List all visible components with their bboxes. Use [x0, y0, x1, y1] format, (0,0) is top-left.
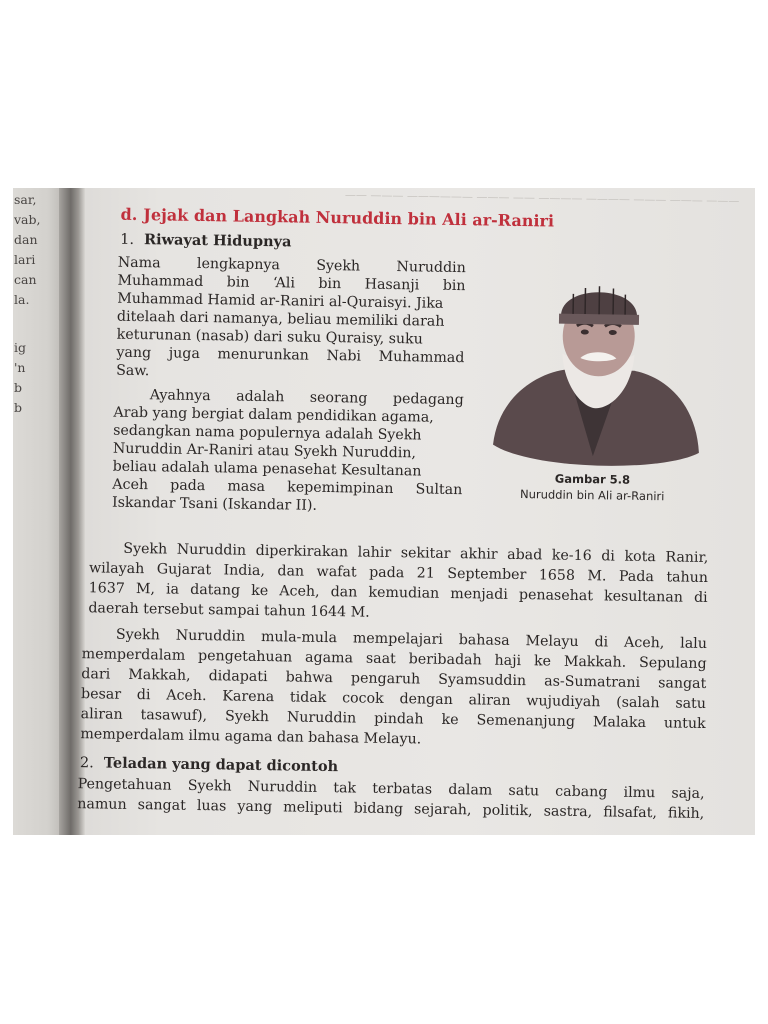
paragraph-line: Muhammad bin ‘Ali bin Hasanji bin: [117, 272, 466, 295]
cap-band: [559, 314, 639, 325]
paragraph-line: Nama lengkapnya Syekh Nuruddin: [117, 254, 466, 277]
paragraph-line: Arab yang bergiat dalam pendidikan agama,: [113, 404, 434, 426]
book-page: [65, 188, 755, 835]
paragraph-line: aliran tasawuf), Syekh Nuruddin pindah ke Semenanjung Malaka untuk: [80, 706, 706, 732]
paragraph-line: Aceh pada masa kepemimpinan Sultan: [112, 476, 463, 499]
paragraph-line: beliau adalah ulama penasehat Kesultanan: [112, 458, 422, 480]
paragraph-line: Syekh Nuruddin mula-mula mempelajari bahasa Melayu di Aceh, lalu: [115, 626, 708, 652]
prev-page-fragment: vab,: [14, 212, 41, 227]
paragraph-line: memperdalam pengetahuan agama saat beribadah haji ke Makkah. Sepulang: [81, 646, 707, 672]
subheading-2: [80, 754, 338, 776]
paragraph-line: yang juga menurunkan Nabi Muhammad: [116, 344, 465, 367]
paragraph-line: Nuruddin Ar-Raniri atau Syekh Nuruddin,: [112, 440, 417, 462]
book-photo: [13, 188, 755, 835]
paragraph-line: Ayahnya adalah seorang pedagang: [149, 387, 464, 409]
paragraph-line: Syekh Nuruddin diperkirakan lahir sekitar akhir abad ke-16 di kota Ranir,: [123, 540, 709, 566]
subheading-number: 1.: [120, 231, 135, 248]
paragraph-line: 1637 M, ia datang ke Aceh, dan kemudian menjadi penasehat kesultanan di: [88, 580, 708, 606]
figure-caption: Nuruddin bin Ali ar-Raniri: [519, 487, 665, 504]
previous-page-edge: [13, 188, 63, 835]
section-letter: d.: [120, 204, 138, 224]
subheading-number: 2.: [79, 755, 94, 772]
paragraph-line: Iskandar Tsani (Iskandar II).: [111, 494, 318, 514]
prev-page-fragment: sar,: [14, 192, 37, 207]
paragraph-line: keturunan (nasab) dari suku Quraisy, suku: [116, 326, 423, 348]
portrait-figure: [483, 264, 706, 467]
prev-page-fragment: can: [14, 272, 37, 287]
figure-label: Gambar 5.8: [554, 471, 631, 487]
subheading-title: Teladan yang dapat dicontoh: [103, 754, 339, 776]
paragraph-line: namun sangat luas yang meliputi bidang sejarah, politik, sastra, filsafat, fikih,: [77, 796, 705, 822]
subheading-1: [120, 231, 292, 252]
paragraph-line: besar di Aceh. Karena tidak cocok dengan aliran wujudiyah (salah satu: [80, 686, 707, 712]
prev-page-fragment: ig: [14, 340, 26, 355]
paragraph-line: sedangkan nama populernya adalah Syekh: [113, 422, 422, 444]
paragraph-line: Pengetahuan Syekh Nuruddin tak terbatas dalam satu cabang ilmu saja,: [77, 776, 705, 802]
subheading-title: Riwayat Hidupnya: [143, 231, 292, 251]
bleed-through-text: —— ——— —————— ——— —— ———— ———— ——— ——— ———: [344, 188, 740, 208]
paragraph-line: wilayah Gujarat India, dan wafat pada 21 September 1658 M. Pada tahun: [88, 560, 709, 586]
paragraph-line: daerah tersebut sampai tahun 1644 M.: [88, 600, 370, 621]
paragraph-line: ditelaah dari namanya, beliau memiliki darah: [116, 308, 445, 330]
prev-page-fragment: la.: [14, 292, 30, 307]
paragraph-line: memperdalam ilmu agama dan bahasa Melayu.: [80, 726, 422, 748]
prev-page-fragment: b: [14, 400, 23, 415]
section-title: Jejak dan Langkah Nuruddin bin Ali ar-Raniri: [143, 205, 555, 231]
section-heading: [120, 206, 554, 230]
prev-page-fragment: dan: [14, 232, 38, 247]
prev-page-fragment: lari: [14, 252, 36, 267]
paragraph-line: Muhammad Hamid ar-Raniri al-Quraisyi. Jika: [117, 290, 444, 312]
paragraph-line: Saw.: [116, 362, 150, 380]
paragraph-line: dari Makkah, didapati bahwa pengaruh Syamsuddin as-Sumatrani sangat: [81, 666, 707, 692]
prev-page-fragment: 'n: [14, 360, 26, 375]
prev-page-fragment: b: [14, 380, 23, 395]
